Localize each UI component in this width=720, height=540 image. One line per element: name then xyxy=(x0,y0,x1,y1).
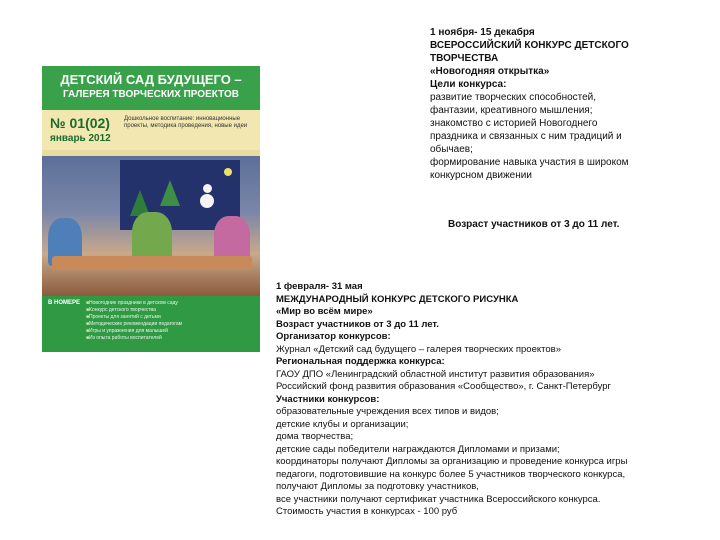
cover-title-line1: ДЕТСКИЙ САД БУДУЩЕГО – xyxy=(60,72,242,87)
contents-item: ■ Конкурс детского творчества xyxy=(86,307,182,314)
contest1-goal: обычаев; xyxy=(430,144,473,155)
organizer-heading: Организатор конкурсов: xyxy=(276,331,391,342)
regional-heading: Региональная поддержка конкурса: xyxy=(276,356,445,367)
contest1-age: Возраст участников от 3 до 11 лет. xyxy=(448,219,620,230)
snowman-decoration xyxy=(203,184,212,193)
regional-text: Российский фонд развития образования «Сообщество», г. Санкт-Петербург xyxy=(276,381,612,392)
play-table xyxy=(52,256,252,270)
tree-decoration xyxy=(160,180,180,206)
contest2-name: МЕЖДУНАРОДНЫЙ КОНКУРС ДЕТСКОГО РИСУНКА xyxy=(276,293,519,305)
participants-heading: Участники конкурсов: xyxy=(276,393,380,405)
contents-item: ■ Игры и упражнения для малышей xyxy=(86,328,182,335)
participants-detail: педагоги, подготовившие на конкурс более 5 участников творческого конкурса, xyxy=(276,468,626,480)
child-figure xyxy=(132,212,172,262)
participants-detail: получают Дипломы за подготовку участников, xyxy=(276,481,479,492)
cover-issue-band xyxy=(42,110,260,150)
contest1-name-line2: ТВОРЧЕСТВА xyxy=(430,53,499,64)
participants-detail: детские сады победители награждаются Дипломами и призами; xyxy=(276,443,560,455)
contest1-block xyxy=(430,26,710,182)
issue-info xyxy=(50,116,111,146)
contents-item: ■ Из опыта работы воспитателей xyxy=(86,335,182,342)
contest2-block xyxy=(276,281,716,519)
picture-decoration xyxy=(224,168,232,176)
contest1-name-line1: ВСЕРОССИЙСКИЙ КОНКУРС ДЕТСКОГО xyxy=(430,40,629,51)
contest1-goal: формирование навыка участия в широком xyxy=(430,157,629,168)
contest1-dates: 1 ноября- 15 декабря xyxy=(430,27,535,38)
participants-detail: все участники получают сертификат участника Всероссийского конкурса. xyxy=(276,493,601,505)
contents-item: ■ Новогодние праздники в детском саду xyxy=(86,300,182,307)
contest2-subtitle: «Мир во всём мире» xyxy=(276,306,373,317)
regional-text: ГАОУ ДПО «Ленинградский областной институт развития образования» xyxy=(276,368,595,380)
participants-detail: координаторы получают Дипломы за организацию и проведение конкурса игры xyxy=(276,456,628,467)
contest2-age: Возраст участников от 3 до 11 лет. xyxy=(276,318,439,330)
participants-detail: детские клубы и организации; xyxy=(276,418,409,430)
snowman-decoration xyxy=(200,194,214,208)
contest1-goal: конкурсном движении xyxy=(430,170,532,181)
cover-title-line2: ГАЛЕРЕЯ ТВОРЧЕСКИХ ПРОЕКТОВ xyxy=(63,89,239,100)
cover-title xyxy=(42,66,260,110)
contest2-dates: 1 февраля- 31 мая xyxy=(276,281,363,292)
contest1-goal: развитие творческих способностей, xyxy=(430,92,597,103)
contest1-goal: праздника и связанных с ним традиций и xyxy=(430,131,622,142)
contents-item: ■ Проекты для занятий с детьми xyxy=(86,314,182,321)
contest1-goals-heading: Цели конкурса: xyxy=(430,79,507,90)
cover-photo xyxy=(42,156,260,296)
contest1-goal: фантазии, креативного мышления; xyxy=(430,105,593,116)
participants-detail: образовательные учреждения всех типов и видов; xyxy=(276,406,499,417)
issue-number: № 01(02) xyxy=(50,115,110,131)
issue-description: Дошкольное воспитание: инновационные проекты, методика проведения, новые идеи xyxy=(124,116,248,129)
contents-item: ■ Методические рекомендации педагогам xyxy=(86,321,182,328)
contents-label: В НОМЕРЕ xyxy=(48,300,81,306)
issue-date: январь 2012 xyxy=(50,133,111,144)
contents-list xyxy=(86,300,182,342)
contest1-goal: знакомство с историей Новогоднего xyxy=(430,118,598,129)
magazine-cover xyxy=(42,66,260,352)
participants-detail: дома творчества; xyxy=(276,431,354,442)
participants-detail: Стоимость участия в конкурсах - 100 руб xyxy=(276,506,458,517)
contest1-subtitle: «Новогодняя открытка» xyxy=(430,66,550,77)
cover-contents xyxy=(42,296,260,352)
organizer-text: Журнал «Детский сад будущего – галерея творческих проектов» xyxy=(276,343,561,355)
